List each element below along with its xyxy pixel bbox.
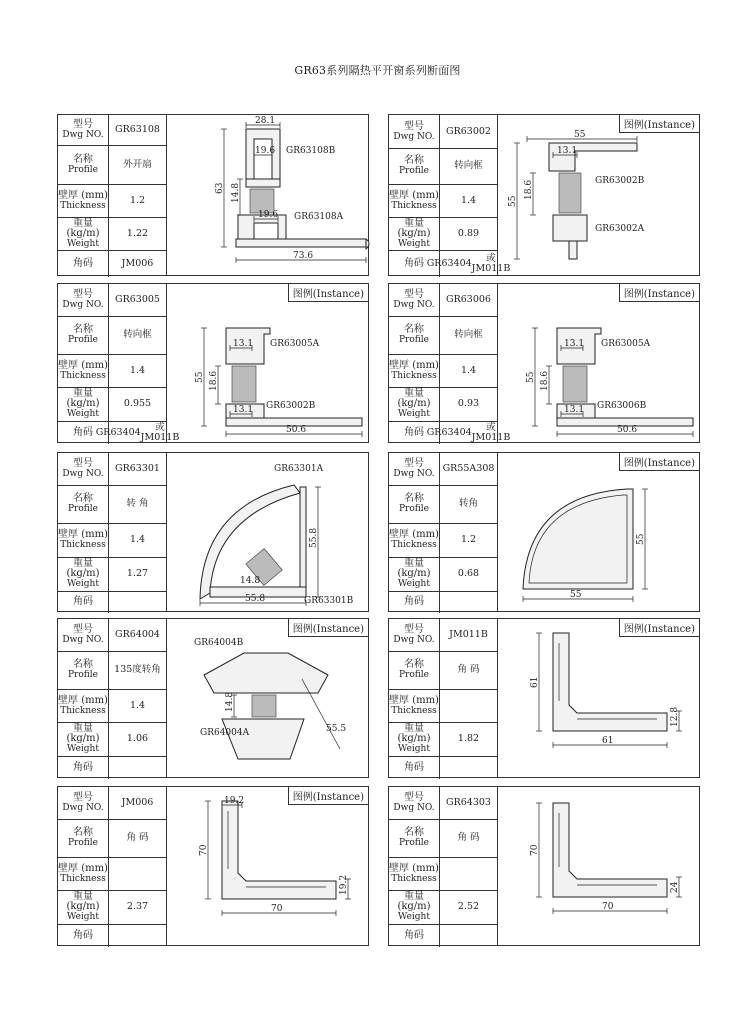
spec-row-weight <box>389 722 497 757</box>
weight-label: 重量 (kg/m) Weight <box>58 722 109 756</box>
dim-side: 24 <box>670 881 680 893</box>
drawing-number-label: 型号 Dwg NO. <box>58 115 109 145</box>
corner-piece-label: 角码 <box>58 924 109 947</box>
part-label-a: GR63108A <box>294 212 344 222</box>
drawing-number-value: JM011B <box>449 629 488 640</box>
profile-card-gr63006 <box>388 283 700 443</box>
profile-drawing <box>497 115 699 275</box>
dim-width: 70 <box>602 902 614 912</box>
dim-height: 55 <box>636 533 646 545</box>
dim-diagonal: 55.5 <box>326 724 347 734</box>
drawing-number-label: 型号 Dwg NO. <box>389 619 440 651</box>
profile-name-value: 角 码 <box>457 832 480 843</box>
profile-drawing <box>497 619 699 777</box>
section-drawing-svg <box>166 787 370 947</box>
spec-row-weight <box>389 217 497 251</box>
spec-row-corner-piece <box>389 250 511 277</box>
spec-row-corner-piece <box>58 591 166 613</box>
thermal-break <box>252 695 276 717</box>
corner-piece-value <box>440 756 497 779</box>
spec-row-corner-piece <box>58 421 180 444</box>
drawing-number-label: 型号 Dwg NO. <box>389 115 440 148</box>
profile-name-value: 135度转角 <box>114 664 161 675</box>
instance-label: 图例(Instance) <box>619 284 699 302</box>
weight-value: 1.06 <box>126 733 149 744</box>
spec-row-drawing-number <box>58 284 166 317</box>
profile-name-value: 外开扇 <box>123 158 152 170</box>
drawing-number-value: GR64303 <box>446 797 491 808</box>
dim-inner-top: 19.6 <box>255 146 276 156</box>
profile-name-label: 名称 Profile <box>389 316 440 354</box>
weight-label: 重量 (kg/m) Weight <box>58 557 109 591</box>
spec-row-drawing-number <box>58 619 166 652</box>
page-title: GR63系列隔热平开窗系列断面图 <box>294 64 461 77</box>
section-drawing-svg <box>497 284 701 444</box>
spec-row-weight <box>58 387 166 422</box>
drawing-number-value: GR63005 <box>115 294 160 305</box>
spec-row-corner-piece <box>58 250 166 277</box>
profile-drawing <box>166 787 368 945</box>
profile-name-label: 名称 Profile <box>58 316 109 354</box>
weight-value: 2.52 <box>457 901 480 912</box>
profile-name-value: 转 角 <box>126 498 149 509</box>
weight-value: 2.37 <box>126 901 149 912</box>
corner-piece-label: 角码 <box>58 591 109 613</box>
dim-width: 55.8 <box>245 594 266 604</box>
profile-card-gr55a308 <box>388 452 700 612</box>
instance-label: 图例(Instance) <box>288 787 368 805</box>
spec-row-corner-piece <box>389 591 497 613</box>
weight-value: 0.89 <box>457 227 480 239</box>
thickness-label: 壁厚 (mm) Thickness <box>389 354 440 387</box>
spec-row-thickness <box>389 354 497 388</box>
spec-table <box>58 619 167 777</box>
drawing-number-label: 型号 Dwg NO. <box>389 453 440 485</box>
instance-label: 图例(Instance) <box>619 453 699 471</box>
part-label-b: GR63301B <box>304 596 354 606</box>
dim-inner-bottom: 19.6 <box>258 210 279 220</box>
profile-name-value: 转向框 <box>454 160 483 171</box>
spec-row-profile-name <box>389 819 497 858</box>
spec-table <box>389 284 511 443</box>
dim-total: 73.6 <box>293 251 314 261</box>
thermal-break <box>232 366 256 402</box>
drawing-number-label: 型号 Dwg NO. <box>58 453 109 485</box>
dim-side: 19.2 <box>339 874 349 895</box>
profile-card-gr63301 <box>57 452 369 612</box>
thickness-label: 壁厚 (mm) Thickness <box>58 689 109 722</box>
corner-piece-label: 角码 <box>58 250 109 277</box>
thickness-label: 壁厚 (mm) Thickness <box>389 857 440 890</box>
drawing-number-label: 型号 Dwg NO. <box>389 787 440 819</box>
corner-piece-label: 角码 <box>389 250 440 277</box>
profile-name-value: 转向框 <box>454 329 483 340</box>
spec-row-profile-name <box>389 651 497 690</box>
spec-table <box>389 115 511 275</box>
spec-row-thickness <box>58 184 166 218</box>
profile-name-label: 名称 Profile <box>389 148 440 184</box>
corner-piece-label: 角码 <box>389 756 440 779</box>
corner-profile <box>553 803 667 897</box>
profile-card-gr64004 <box>57 618 369 778</box>
arc-profile <box>523 489 633 589</box>
profile-name-value: 角 码 <box>457 664 480 675</box>
spec-table <box>389 619 498 777</box>
corner-piece-value: GR63404 或JM011B <box>95 421 180 443</box>
dim-height: 55.8 <box>309 527 319 548</box>
weight-label: 重量 (kg/m) Weight <box>389 387 440 421</box>
corner-piece-value <box>109 591 166 613</box>
instance-label: 图例(Instance) <box>288 284 368 302</box>
dim-width: 55 <box>574 130 586 140</box>
spec-row-profile-name <box>58 651 166 690</box>
weight-label: 重量 (kg/m) Weight <box>389 890 440 924</box>
thickness-label: 壁厚 (mm) Thickness <box>58 857 109 890</box>
weight-value: 0.955 <box>123 398 152 409</box>
dim-mid: 14.8 <box>225 691 235 712</box>
drawing-number-label: 型号 Dwg NO. <box>58 619 109 651</box>
drawing-number-value: GR55A308 <box>442 463 495 474</box>
thickness-label: 壁厚 (mm) Thickness <box>58 354 109 387</box>
corner-piece-label: 角码 <box>389 421 440 444</box>
corner-profile <box>222 801 336 899</box>
dim-width: 28.1 <box>255 116 276 126</box>
section-drawing-svg <box>166 115 370 277</box>
spec-row-drawing-number <box>389 619 497 652</box>
thickness-label: 壁厚 (mm) Thickness <box>58 523 109 557</box>
spec-row-thickness <box>58 354 166 388</box>
corner-piece-value: JM006 <box>121 257 154 269</box>
spec-row-weight <box>58 890 166 925</box>
spec-table <box>58 284 180 443</box>
dim-side: 12.8 <box>670 706 680 727</box>
weight-label: 重量 (kg/m) Weight <box>389 557 440 591</box>
profile-card-gr63002 <box>388 114 700 276</box>
spec-row-corner-piece <box>58 756 166 779</box>
thickness-value: 1.2 <box>129 194 146 206</box>
spec-row-corner-piece <box>58 924 166 947</box>
section-drawing-svg <box>166 284 370 444</box>
spec-table <box>58 787 167 945</box>
part-label-a: GR63002A <box>595 224 645 234</box>
dim-height: 55 <box>508 195 518 207</box>
profile-name-label: 名称 Profile <box>58 145 109 184</box>
section-drawing-svg <box>166 619 370 779</box>
spec-row-profile-name <box>389 148 497 185</box>
profile-drawing <box>497 284 699 442</box>
dim-inner: 13.1 <box>557 146 578 156</box>
spec-row-profile-name <box>58 145 166 185</box>
profile-drawing <box>166 619 368 777</box>
spec-row-profile-name <box>58 819 166 858</box>
part-label-b: GR63006B <box>597 401 647 411</box>
profile-drawing <box>497 787 699 945</box>
drawing-number-value: GR63301 <box>115 463 160 474</box>
thickness-value: 1.2 <box>460 534 477 545</box>
profile-card-gr64303 <box>388 786 700 946</box>
thickness-value: 1.4 <box>460 194 477 206</box>
instance-label: 图例(Instance) <box>288 619 368 637</box>
spec-row-drawing-number <box>389 284 497 317</box>
dim-mid: 14.8 <box>231 182 241 203</box>
spec-table <box>58 115 167 275</box>
spec-row-drawing-number <box>389 453 497 486</box>
profile-name-label: 名称 Profile <box>58 651 109 689</box>
thermal-break <box>563 366 587 402</box>
spec-row-corner-piece <box>389 924 497 947</box>
dim-height: 55 <box>526 371 536 383</box>
drawing-number-label: 型号 Dwg NO. <box>58 787 109 819</box>
dim-mid: 14.8 <box>240 576 261 586</box>
corner-piece-value <box>440 924 497 947</box>
spec-row-weight <box>389 557 497 592</box>
spec-row-profile-name <box>58 316 166 355</box>
weight-value: 1.82 <box>457 733 480 744</box>
dim-width: 61 <box>602 736 614 746</box>
profile-name-label: 名称 Profile <box>58 819 109 857</box>
spec-table <box>389 453 498 611</box>
weight-value: 1.22 <box>126 227 149 239</box>
profile-name-value: 转角 <box>458 498 478 509</box>
profile-card-gr63005 <box>57 283 369 443</box>
drawing-number-value: JM006 <box>121 797 154 808</box>
profile-name-value: 转向框 <box>123 329 152 340</box>
upper-profile <box>204 653 328 693</box>
spec-row-weight <box>389 890 497 925</box>
profile-card-jm006 <box>57 786 369 946</box>
dim-height: 70 <box>199 844 209 856</box>
thickness-value: 1.4 <box>460 364 477 376</box>
profile-card-jm011b <box>388 618 700 778</box>
weight-label: 重量 (kg/m) Weight <box>58 890 109 924</box>
spec-row-thickness <box>389 689 497 723</box>
dim-height: 55 <box>195 371 205 383</box>
corner-piece-value: GR63404 或JM011B <box>426 421 511 443</box>
spec-row-weight <box>58 722 166 757</box>
spec-row-weight <box>58 557 166 592</box>
dim-width: 70 <box>271 904 283 914</box>
thickness-value <box>109 857 166 890</box>
spec-row-drawing-number <box>58 115 166 146</box>
lower-profile <box>222 719 304 759</box>
spec-row-drawing-number <box>58 453 166 486</box>
drawing-number-value: GR64004 <box>115 629 160 640</box>
profile-name-label: 名称 Profile <box>58 485 109 523</box>
spec-table <box>389 787 498 945</box>
corner-piece-label: 角码 <box>58 756 109 779</box>
section-drawing-svg <box>166 453 370 613</box>
weight-label: 重量 (kg/m) Weight <box>389 722 440 756</box>
dim-bottom: 13.1 <box>233 405 254 415</box>
spec-row-thickness <box>389 857 497 891</box>
dim-width: 55 <box>570 590 582 600</box>
corner-piece-value <box>109 924 166 947</box>
thickness-value: 1.4 <box>129 699 146 711</box>
thermal-break <box>559 173 581 213</box>
spec-row-corner-piece <box>389 756 497 779</box>
part-label-a: GR63301A <box>274 464 324 474</box>
part-label-b: GR63002B <box>266 401 316 411</box>
thickness-value: 1.4 <box>129 534 146 545</box>
weight-label: 重量 (kg/m) Weight <box>58 217 109 250</box>
drawing-number-label: 型号 Dwg NO. <box>389 284 440 316</box>
dim-mid: 18.6 <box>524 179 534 200</box>
instance-label: 图例(Instance) <box>619 619 699 637</box>
profile-drawing <box>166 284 368 442</box>
spec-row-corner-piece <box>389 421 511 444</box>
profile-name-value: 角 码 <box>126 832 149 843</box>
spec-row-thickness <box>58 857 166 891</box>
drawing-number-value: GR63002 <box>446 125 491 137</box>
thickness-value: 1.4 <box>129 364 146 376</box>
spec-row-thickness <box>389 184 497 218</box>
weight-value: 0.93 <box>457 398 480 409</box>
dim-height: 63 <box>215 182 225 194</box>
spec-row-thickness <box>58 689 166 723</box>
thickness-label: 壁厚 (mm) Thickness <box>389 523 440 557</box>
corner-piece-value <box>109 756 166 779</box>
part-label-b: GR64004B <box>194 638 244 648</box>
spec-row-thickness <box>389 523 497 558</box>
spec-table <box>58 453 167 611</box>
spec-row-thickness <box>58 523 166 558</box>
dim-top: 13.1 <box>233 339 254 349</box>
drawing-number-value: GR63108 <box>115 124 160 135</box>
profile-card-gr63108 <box>57 114 369 276</box>
dim-bottom: 13.1 <box>564 405 585 415</box>
part-label-b: GR63108B <box>286 146 336 156</box>
dim-width: 50.6 <box>286 425 307 435</box>
dim-height: 70 <box>530 844 540 856</box>
thickness-label: 壁厚 (mm) Thickness <box>389 689 440 722</box>
corner-piece-label: 角码 <box>58 421 109 444</box>
section-drawing-svg <box>497 453 701 613</box>
profile-drawing <box>166 453 368 611</box>
section-drawing-svg <box>497 619 701 779</box>
dim-height: 61 <box>530 676 540 688</box>
spec-row-weight <box>389 387 497 422</box>
spec-row-profile-name <box>389 485 497 524</box>
spec-row-drawing-number <box>58 787 166 820</box>
spec-row-drawing-number <box>389 115 497 149</box>
section-drawing-svg <box>497 115 701 277</box>
part-label-a: GR64004A <box>200 728 250 738</box>
corner-profile <box>553 633 667 731</box>
spec-row-drawing-number <box>389 787 497 820</box>
dim-mid: 18.6 <box>540 370 550 391</box>
profile-drawing <box>497 453 699 611</box>
dim-top: 19.2 <box>224 796 245 806</box>
part-label-a: GR63005A <box>601 339 651 349</box>
spec-row-profile-name <box>58 485 166 524</box>
dim-width: 50.6 <box>617 425 638 435</box>
weight-label: 重量 (kg/m) Weight <box>389 217 440 250</box>
dim-top: 13.1 <box>564 339 585 349</box>
profile-name-label: 名称 Profile <box>389 651 440 689</box>
section-drawing-svg <box>497 787 701 947</box>
thickness-label: 壁厚 (mm) Thickness <box>389 184 440 217</box>
corner-piece-label: 角码 <box>389 591 440 613</box>
profile-drawing <box>166 115 368 275</box>
thickness-value <box>440 857 497 890</box>
part-label-b: GR63002B <box>595 176 645 186</box>
weight-value: 1.27 <box>126 568 149 579</box>
spec-row-weight <box>58 217 166 251</box>
corner-piece-value: GR63404 或JM011B <box>426 252 511 274</box>
profile-name-label: 名称 Profile <box>389 819 440 857</box>
spec-row-profile-name <box>389 316 497 355</box>
instance-label: 图例(Instance) <box>619 115 699 133</box>
thickness-value <box>440 689 497 722</box>
drawing-number-label: 型号 Dwg NO. <box>58 284 109 316</box>
weight-value: 0.68 <box>457 568 480 579</box>
corner-piece-label: 角码 <box>389 924 440 947</box>
corner-piece-value <box>440 591 497 613</box>
part-label-a: GR63005A <box>270 339 320 349</box>
thickness-label: 壁厚 (mm) Thickness <box>58 184 109 217</box>
drawing-number-value: GR63006 <box>446 294 491 305</box>
weight-label: 重量 (kg/m) Weight <box>58 387 109 421</box>
profile-name-label: 名称 Profile <box>389 485 440 523</box>
dim-mid: 18.6 <box>209 370 219 391</box>
